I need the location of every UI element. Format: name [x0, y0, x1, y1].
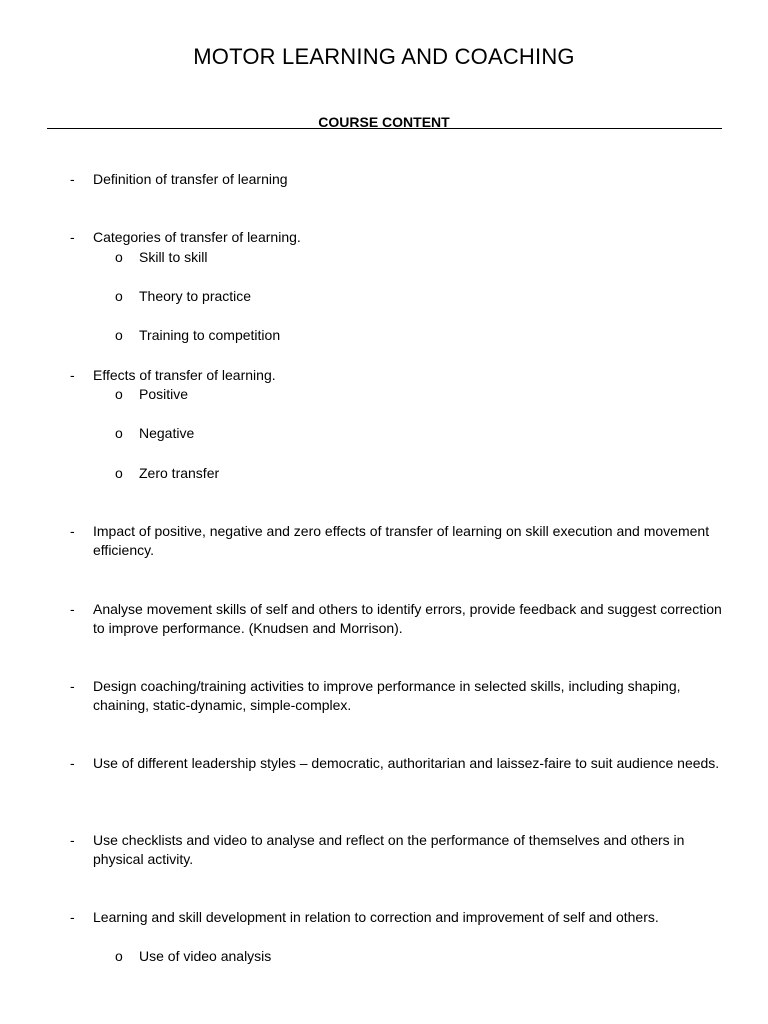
- circle-bullet: o: [115, 327, 123, 343]
- sub-list-item-text: Use of video analysis: [139, 948, 272, 964]
- dash-marker: -: [70, 755, 75, 771]
- dash-marker: -: [70, 909, 75, 925]
- dash-marker: -: [70, 171, 75, 187]
- circle-bullet: o: [115, 465, 123, 481]
- circle-bullet: o: [115, 249, 123, 265]
- document-title: MOTOR LEARNING AND COACHING: [193, 44, 575, 69]
- list-item-text: Learning and skill development in relation to correction and improvement of self and others.: [93, 909, 659, 925]
- sub-list-item-text: Zero transfer: [139, 465, 220, 481]
- dash-marker: -: [70, 601, 75, 617]
- list-item-text: Analyse movement skills of self and others to identify errors, provide feedback and suggest correction to improve performance. (Knudsen and Morrison).: [93, 601, 722, 636]
- sub-list-item-text: Positive: [139, 386, 189, 402]
- circle-bullet: o: [115, 948, 123, 964]
- list-item-text: Use checklists and video to analyse and reflect on the performance of themselves and others in physical activity.: [93, 832, 685, 867]
- heading-divider: [47, 128, 722, 129]
- list-item-text: Design coaching/training activities to improve performance in selected skills, including shaping, chaining, static-dynamic, simple-complex.: [93, 678, 681, 713]
- dash-marker: -: [70, 678, 75, 694]
- sub-list-item-text: Negative: [139, 425, 195, 441]
- dash-marker: -: [70, 367, 75, 383]
- course-content-heading: COURSE CONTENT: [318, 114, 450, 130]
- sub-list-item-text: Theory to practice: [139, 288, 252, 304]
- list-item-text: Effects of transfer of learning.: [93, 367, 276, 383]
- sub-list-item-text: Training to competition: [139, 327, 281, 343]
- list-item-text: Impact of positive, negative and zero effects of transfer of learning on skill execution and movement efficiency.: [93, 523, 710, 558]
- dash-marker: -: [70, 832, 75, 848]
- dash-marker: -: [70, 523, 75, 539]
- dash-marker: -: [70, 229, 75, 245]
- circle-bullet: o: [115, 425, 123, 441]
- circle-bullet: o: [115, 386, 123, 402]
- list-item-text: Definition of transfer of learning: [93, 171, 288, 187]
- sub-list-item-text: Skill to skill: [139, 249, 208, 265]
- list-item-text: Use of different leadership styles – democratic, authoritarian and laissez-faire to suit audience needs.: [93, 755, 720, 771]
- list-item-text: Categories of transfer of learning.: [93, 229, 301, 245]
- circle-bullet: o: [115, 288, 123, 304]
